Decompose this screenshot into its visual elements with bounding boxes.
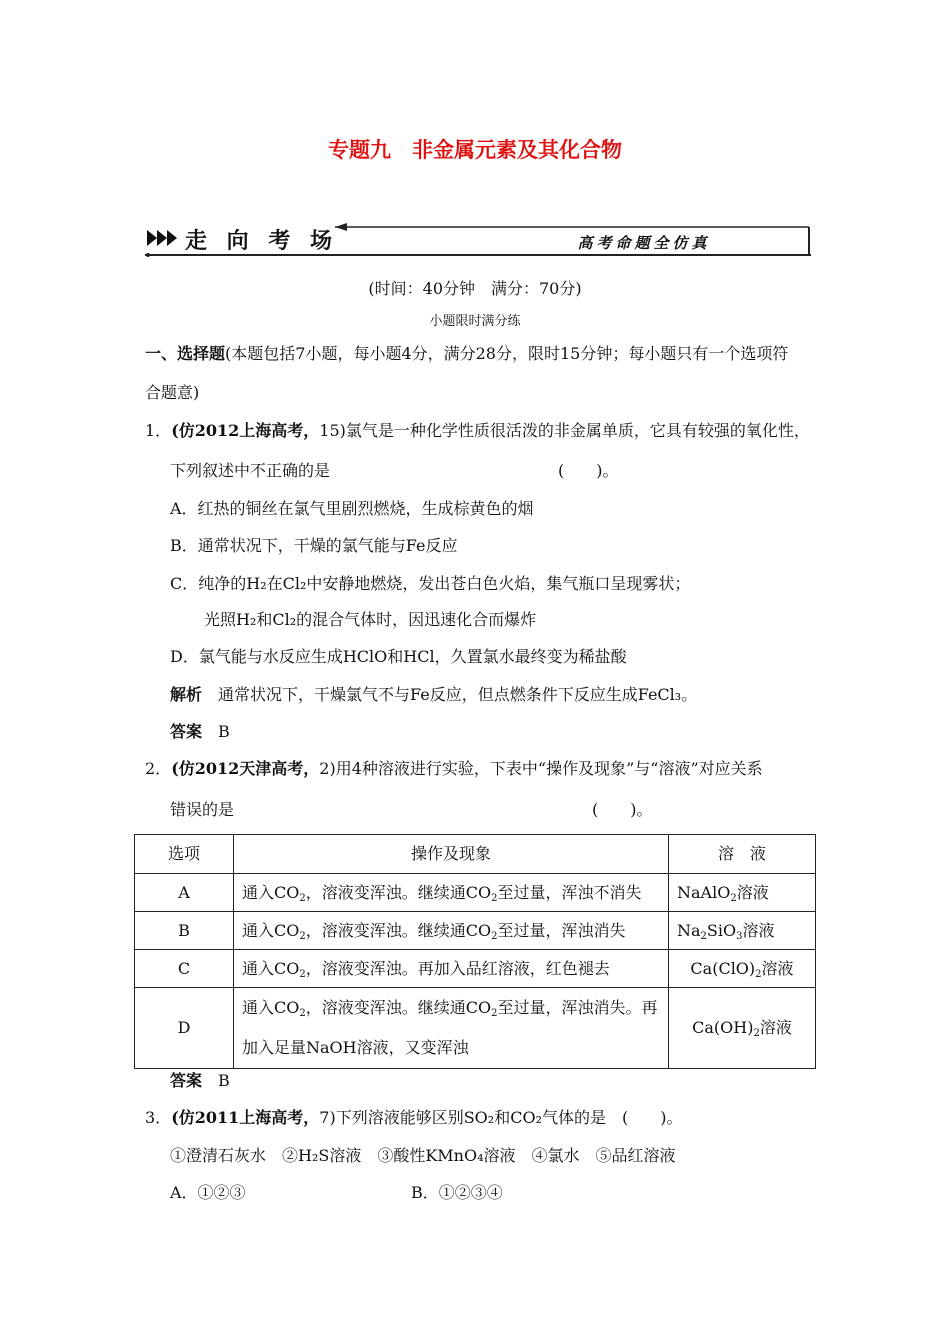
- table-header-solution: 溶 液: [669, 835, 816, 874]
- table-cell-option: C: [135, 950, 234, 988]
- q3-option-a: A．①②③: [170, 1183, 246, 1202]
- table-row: [135, 988, 816, 1069]
- table-cell-operation: 通入$CO_2$，溶液变浑浊。继续通$CO_2$至过量，浑浊消失。再 加入足量NaOH溶液，又变浑浊: [234, 988, 669, 1069]
- banner-right-text: 高考命题全仿真: [577, 234, 711, 252]
- table-cell-option: A: [135, 874, 234, 912]
- table-cell-solution: $Na_2SiO_3$溶液: [669, 912, 816, 950]
- section-label: 一、选择题: [145, 344, 226, 363]
- chevron-arrows-icon: [147, 230, 177, 246]
- q1-answer: [170, 722, 230, 742]
- q1-option-b: B．通常状况下，干燥的氯气能与Fe反应: [170, 536, 458, 555]
- time-info: (时间：40分钟 满分：70分): [368, 279, 582, 298]
- q1-analysis-text: 通常状况下，干燥氯气不与Fe反应，但点燃条件下反应生成FeCl₃。: [218, 685, 698, 704]
- section-header: [145, 344, 788, 364]
- q3-stem: [145, 1108, 682, 1128]
- q2-answer-label: 答案: [170, 1071, 203, 1090]
- q1-analysis: [170, 685, 697, 705]
- q3-stem-text: 7)下列溶液能够区别SO₂和CO₂气体的是 ( )。: [319, 1108, 683, 1127]
- q1-number: 1．: [145, 421, 172, 440]
- q1-option-d: D．氯气能与水反应生成HClO和HCl，久置氯水最终变为稀盐酸: [170, 647, 627, 666]
- q1-answer-label: 答案: [170, 722, 203, 741]
- table-cell-solution: $Ca(OH)_2$溶液: [669, 988, 816, 1069]
- table-row: [135, 874, 816, 912]
- q1-stem-1: 15)氯气是一种化学性质很活泼的非金属单质，它具有较强的氧化性，: [319, 421, 810, 440]
- table-row: [135, 950, 816, 988]
- q2-stem-2: 错误的是: [170, 800, 235, 819]
- table-cell-option: D: [135, 988, 234, 1069]
- subtitle: 小题限时满分练: [429, 314, 521, 329]
- q3-items: ①澄清石灰水 ②H₂S溶液 ③酸性KMnO₄溶液 ④氯水 ⑤品红溶液: [170, 1146, 676, 1165]
- table-cell-operation: 通入$CO_2$，溶液变浑浊。再加入品红溶液，红色褪去: [234, 950, 669, 988]
- q1-analysis-label: 解析: [170, 685, 203, 704]
- section-banner: [145, 222, 815, 260]
- q2-bracket: ( )。: [592, 800, 653, 819]
- page-title: 专题九 非金属元素及其化合物: [328, 138, 622, 162]
- q2-number: 2．: [145, 759, 172, 778]
- q1-answer-value: B: [218, 722, 230, 741]
- section-desc-2: 合题意): [145, 383, 200, 402]
- q2-answer: [170, 1071, 230, 1091]
- table-header-row: [135, 835, 816, 874]
- table-cell-solution: $Ca(ClO)_2$溶液: [669, 950, 816, 988]
- q3-number: 3．: [145, 1108, 172, 1127]
- section-desc-1: (本题包括7小题，每小题4分，满分28分，限时15分钟；每小题只有一个选项符: [225, 344, 789, 363]
- table-header-option: 选项: [135, 835, 234, 874]
- q2-stem-1: 2)用4种溶液进行实验，下表中“操作及现象”与“溶液”对应关系: [319, 759, 763, 778]
- q1-stem-2: 下列叙述中不正确的是: [170, 461, 331, 480]
- q1-source: (仿2012上海高考，: [171, 421, 320, 440]
- q1-stem: [145, 421, 810, 441]
- table-row: [135, 912, 816, 950]
- q2-table: [134, 834, 816, 1069]
- banner-left-text: 走 向 考 场: [185, 229, 338, 254]
- q3-option-b: B．①②③④: [411, 1183, 503, 1202]
- q1-option-c-1: C．纯净的H₂在Cl₂中安静地燃烧，发出苍白色火焰，集气瓶口呈现雾状；: [170, 574, 691, 593]
- q1-bracket: ( )。: [558, 461, 619, 480]
- table-header-operation: 操作及现象: [234, 835, 669, 874]
- q2-answer-value: B: [218, 1071, 230, 1090]
- table-cell-operation: 通入$CO_2$，溶液变浑浊。继续通$CO_2$至过量，浑浊消失: [234, 912, 669, 950]
- q2-source: (仿2012天津高考，: [171, 759, 320, 778]
- q2-stem: [145, 759, 763, 779]
- table-cell-solution: NaAlO$_2$溶液: [669, 874, 816, 912]
- table-cell-operation: 通入$CO_2$，溶液变浑浊。继续通$CO_2$至过量，浑浊不消失: [234, 874, 669, 912]
- q1-option-c-2: 光照H₂和Cl₂的混合气体时，因迅速化合而爆炸: [204, 610, 537, 629]
- q3-source: (仿2011上海高考，: [171, 1108, 320, 1127]
- table-cell-option: B: [135, 912, 234, 950]
- q1-option-a: A．红热的铜丝在氯气里剧烈燃烧，生成棕黄色的烟: [170, 499, 534, 518]
